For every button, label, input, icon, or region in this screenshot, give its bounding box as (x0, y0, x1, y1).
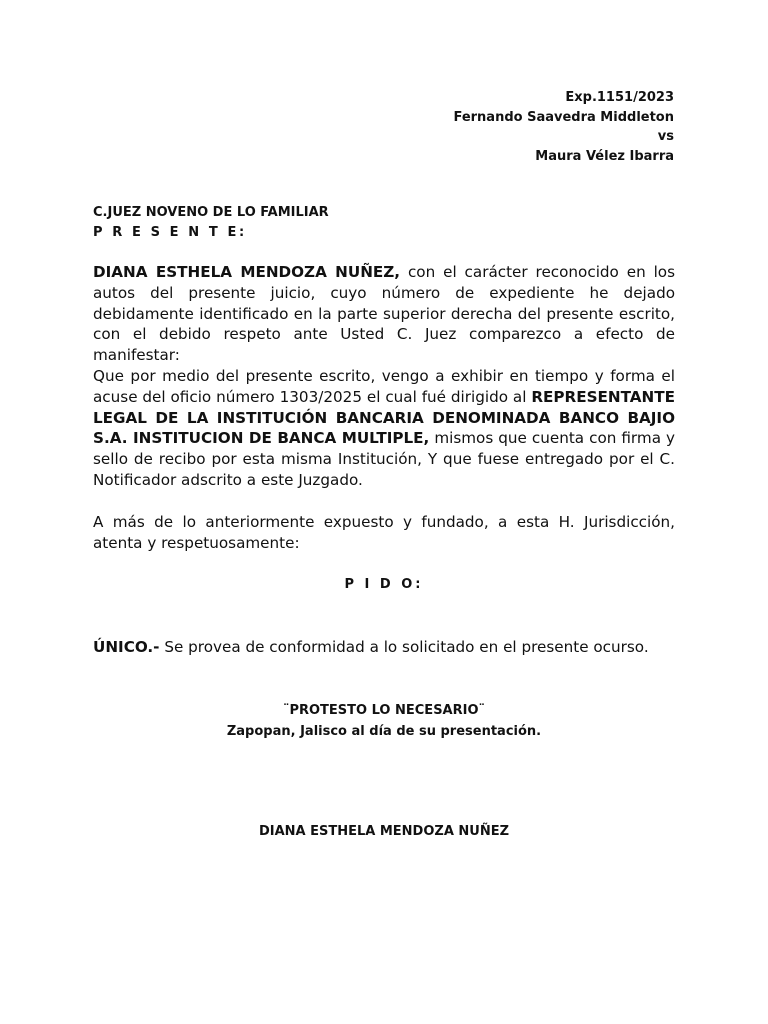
protesto-line: ¨PROTESTO LO NECESARIO¨ (282, 703, 486, 718)
petitioner-name: DIANA ESTHELA MENDOZA NUÑEZ, (93, 263, 401, 281)
judge-title: C.JUEZ NOVENO DE LO FAMILIAR (93, 205, 329, 220)
exhibit-text-after: mismos que cuenta con firma y sello de recibo por esta misma Institución, Y que fuese entregado por el C. Notificador adscrito a este Juzgado. (93, 429, 676, 489)
intro-paragraph (93, 262, 675, 366)
addressee-block (93, 203, 329, 243)
exhibit-paragraph (93, 366, 675, 491)
signature-name: DIANA ESTHELA MENDOZA NUÑEZ (258, 824, 510, 839)
intro-text: con el carácter reconocido en los autos del presente juicio, cuyo número de expediente he dejado debidamente identificado en la parte superior derecha del presente escrito, con el debido respeto ante Usted C. Juez comparezco a efecto de manifestar: (93, 263, 675, 365)
request-paragraph: A más de lo anteriormente expuesto y fundado, a esta H. Jurisdicción, atenta y respetuosamente: (93, 513, 675, 552)
presente-label: P R E S E N T E: (93, 225, 247, 240)
unico-text: Se provea de conformidad a lo solicitado en el presente ocurso. (159, 638, 649, 656)
exhibit-text-before: Que por medio del presente escrito, vengo a exhibir en tiempo y forma el acuse del oficio número 1303/2025 el cual fué dirigido al (93, 367, 675, 406)
unico-label: ÚNICO.- (93, 638, 160, 656)
place-date-line: Zapopan, Jalisco al día de su presentación. (226, 724, 542, 739)
bank-representative: REPRESENTANTE LEGAL DE LA INSTITUCIÓN BANCARIA DENOMINADA BANCO BAJIO S.A. INSTITUCION DE BANCA MULTIPLE, (93, 387, 675, 448)
pido-heading: P I D O: (344, 577, 424, 592)
case-number: Exp.1151/2023 (565, 90, 674, 105)
versus-label: vs (657, 129, 674, 144)
unico-paragraph (93, 637, 693, 658)
party-defendant: Maura Vélez Ibarra (535, 148, 674, 164)
party-plaintiff: Fernando Saavedra Middleton (453, 109, 674, 125)
closing-block (93, 700, 675, 742)
case-header (453, 88, 674, 166)
